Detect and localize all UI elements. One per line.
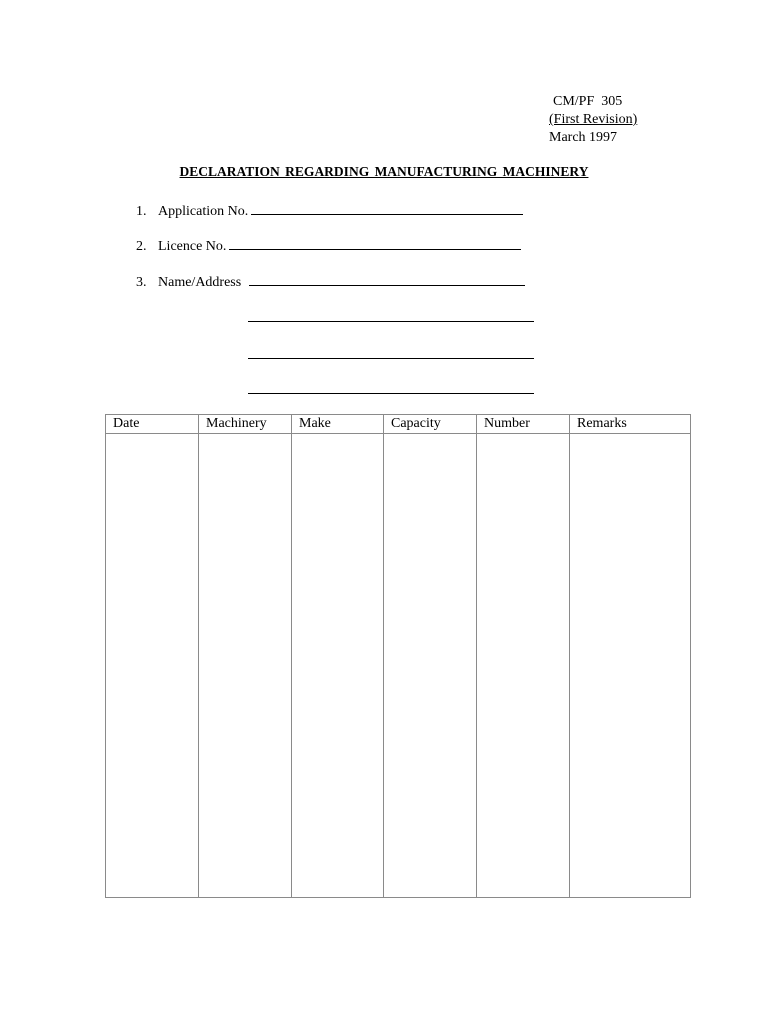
licence-no-blank[interactable] (229, 237, 521, 250)
column-header-remarks: Remarks (570, 415, 691, 434)
table-row (106, 434, 691, 898)
column-header-make: Make (292, 415, 384, 434)
field-label: Licence No. (158, 239, 227, 254)
revision-label: (First Revision) (549, 112, 638, 127)
address-line-2[interactable] (248, 321, 534, 322)
machinery-table (105, 414, 691, 898)
name-address-field (136, 273, 525, 291)
field-number: 3. (136, 275, 147, 290)
capacity-cell[interactable] (384, 434, 477, 898)
document-title: DECLARATION REGARDING MANUFACTURING MACHINERY (179, 164, 589, 179)
address-line-4[interactable] (248, 393, 534, 394)
table-header-row (106, 415, 691, 434)
application-no-blank[interactable] (251, 202, 523, 215)
column-header-number: Number (477, 415, 570, 434)
form-code: CM/PF 305 (553, 94, 623, 109)
column-header-machinery: Machinery (199, 415, 292, 434)
field-number: 2. (136, 239, 147, 254)
address-line-3[interactable] (248, 358, 534, 359)
column-header-date: Date (106, 415, 199, 434)
licence-no-field (136, 237, 521, 255)
field-label: Name/Address (158, 275, 242, 290)
application-no-field (136, 202, 523, 220)
column-header-capacity: Capacity (384, 415, 477, 434)
machinery-cell[interactable] (199, 434, 292, 898)
number-cell[interactable] (477, 434, 570, 898)
revision-date: March 1997 (549, 130, 618, 145)
field-number: 1. (136, 204, 147, 219)
form-header (549, 93, 637, 147)
field-label: Application No. (158, 204, 249, 219)
make-cell[interactable] (292, 434, 384, 898)
date-cell[interactable] (106, 434, 199, 898)
name-address-blank[interactable] (249, 273, 525, 286)
remarks-cell[interactable] (570, 434, 691, 898)
